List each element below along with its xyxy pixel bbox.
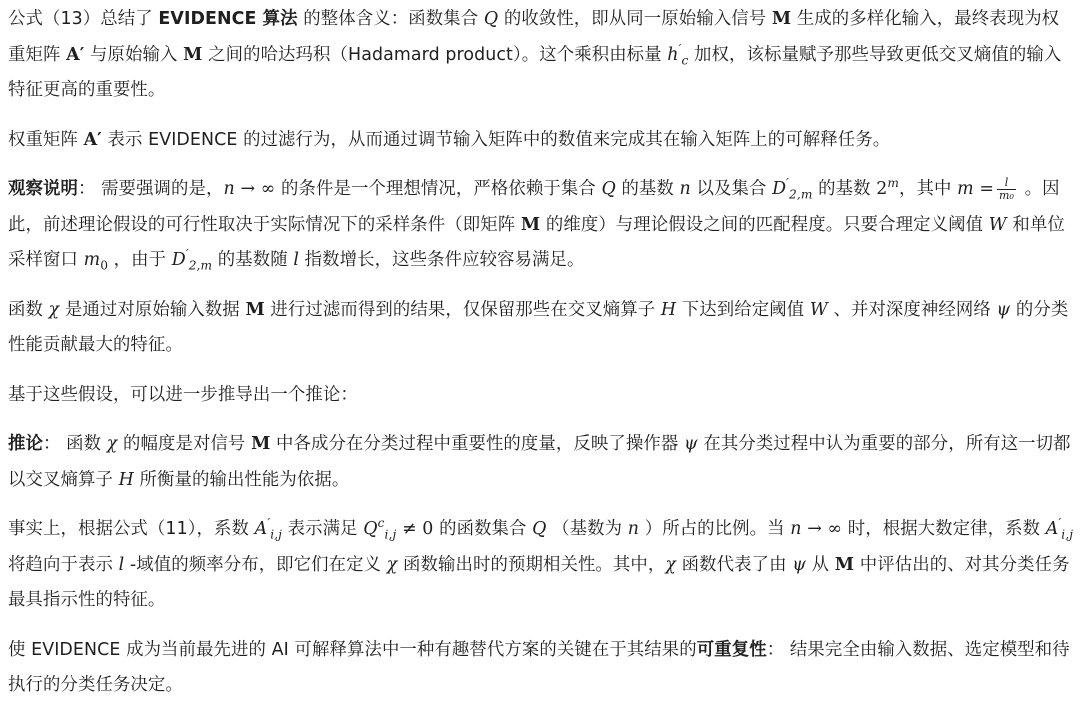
text: 的函数集合 (433, 519, 533, 539)
math-A-prime-ij: $A'_{i,j}$ (254, 516, 283, 542)
text: 的分类性能贡献最大的特征。 (8, 299, 1069, 355)
math-fraction-l-over-m0: $\frac{l}{\text{m₀}}$ (999, 175, 1015, 202)
text: 指数增长，这些条件应较容易满足。 (299, 250, 585, 270)
text: ： 需要强调的是， (77, 179, 224, 199)
math-M: M (245, 299, 265, 320)
text: 的基数 (812, 179, 877, 199)
paragraph-weight-matrix (8, 123, 1076, 159)
text: ，其中 (899, 179, 958, 199)
text: 表示满足 (282, 519, 364, 539)
text: 在其分类过程中认为重要的部分，所有这一切都以交叉熵算子 (8, 434, 1071, 490)
paragraph-observation (8, 172, 1076, 279)
text: 的整体含义：函数集合 (297, 9, 484, 29)
text: ）所占的比例。当 (639, 519, 791, 539)
text: 加权，该标量赋予那些导致更低交叉熵值的输入特征更高的重要性。 (8, 44, 1062, 100)
math-h-prime-c: $h'_c$ (667, 41, 689, 67)
math-m0: $m_0$ (83, 250, 109, 273)
text: 以及集合 (690, 179, 773, 199)
text: 函数输出时的预期相关性。其中， (397, 554, 666, 575)
text: （基数为 (546, 519, 628, 539)
math-M: M (834, 554, 855, 575)
math-D-prime: $D'_{2,m}$ (171, 247, 213, 273)
text: 中各成分在分类过程中重要性的度量，反映了操作器 (270, 434, 684, 454)
math-H: H (118, 469, 134, 490)
text: 生成的多样化输入，最终表现为权重矩阵 (8, 9, 1060, 65)
math-Q-c-ij: $Q^c_{i,j}$ (363, 516, 397, 542)
text: 的维度）与理论假设之间的匹配程度。只要合理定义阈值 (540, 214, 989, 235)
text: 函数代表了由 (676, 554, 793, 575)
math-M: M (520, 214, 541, 235)
text: 将趋向于表示 (8, 554, 119, 575)
observation-label: 观察说明 (8, 179, 78, 199)
math-n-to-infinity: n → ∞ (223, 179, 276, 199)
text: 基于这些假设，可以进一步推导出一个推论： (8, 384, 358, 405)
text: 表示 EVIDENCE 的过滤行为，从而通过调节输入矩阵中的数值来完成其在输入矩阵上的可解释任务。 (101, 129, 891, 150)
corollary-label: 推论 (8, 434, 43, 454)
text: 、并对深度神经网络 (827, 299, 997, 320)
math-l: l (118, 554, 125, 575)
math-chi: χ (106, 434, 118, 454)
text: ： 函数 (42, 434, 107, 454)
text: ，由于 (108, 250, 172, 270)
paragraph-chi-function (8, 293, 1076, 364)
text: 时，根据大数定律，系数 (842, 519, 1046, 539)
math-psi: ψ (683, 434, 698, 454)
text: 中评估出的、对其分类任务最具指示性的特征。 (8, 554, 1070, 610)
text: 权重矩阵 (8, 129, 84, 150)
paragraph-corollary (8, 427, 1076, 498)
text: 的收敛性，即从同一原始输入信号 (498, 9, 772, 29)
math-n: n (679, 179, 691, 199)
text: 公式（13）总结了 (8, 9, 159, 29)
text: 。因此，前述理论假设的可行性取决于实际情况下的采样条件（即矩阵 (8, 179, 1060, 235)
paragraph-reproducibility (8, 633, 1076, 704)
paragraph-assumptions (8, 378, 1076, 414)
text: -域值的频率分布，即它们在定义 (124, 554, 387, 575)
text: 函数 (8, 299, 49, 320)
math-psi: ψ (996, 299, 1011, 320)
paragraph-coefficients (8, 512, 1076, 619)
text: 的幅度是对信号 (117, 434, 252, 454)
math-not-equal-zero: ≠ 0 (396, 519, 434, 539)
math-M: M (251, 434, 271, 454)
math-W: W (809, 299, 828, 320)
math-l: l (293, 250, 300, 270)
text: 的基数随 (212, 250, 294, 270)
math-M: M (771, 9, 792, 29)
math-Q: Q (601, 179, 616, 199)
math-M: M (183, 44, 203, 65)
math-H: H (660, 299, 677, 320)
text: 与原始输入 (84, 44, 184, 65)
math-psi: ψ (792, 554, 806, 575)
math-n-to-infinity: n → ∞ (790, 519, 843, 539)
math-A-prime: A′ (66, 44, 85, 65)
reproducibility-term: 可重复性 (696, 639, 767, 660)
text: 下达到给定阈值 (676, 299, 810, 320)
math-Q: Q (483, 9, 499, 29)
math-n: n (627, 519, 640, 539)
text: 事实上，根据公式（11），系数 (8, 519, 255, 539)
math-chi: χ (48, 299, 60, 320)
math-Q: Q (532, 519, 547, 539)
text: 从 (806, 554, 835, 575)
text: 是通过对原始输入数据 (59, 299, 246, 320)
math-A-prime: A′ (83, 129, 102, 150)
math-m-equals: m = (957, 179, 994, 199)
algorithm-name: EVIDENCE 算法 (158, 9, 298, 29)
math-A-prime-ij: $A'_{i,j}$ (1045, 516, 1074, 542)
text: 所衡量的输出性能为依据。 (133, 469, 350, 490)
text: 的基数 (615, 179, 680, 199)
math-W: W (988, 214, 1007, 235)
text: 使 EVIDENCE 成为当前最先进的 AI 可解释算法中一种有趣替代方案的关键在于其结果的 (8, 639, 697, 660)
text: ： 结果完全由输入数据、选定模型和待执行的分类任务决定。 (8, 639, 1070, 695)
text: 进行过滤而得到的结果，仅保留那些在交叉熵算子 (264, 299, 661, 320)
math-two-power-m: 2$^m$ (876, 176, 899, 199)
text: 和单位采样窗口 (8, 214, 1065, 270)
paragraph-summary (8, 2, 1076, 109)
math-chi: χ (386, 554, 398, 575)
text: 之间的哈达玛积（Hadamard product）。这个乘积由标量 (202, 44, 668, 65)
text: 的条件是一个理想情况，严格依赖于集合 (275, 179, 602, 199)
math-chi: χ (665, 554, 677, 575)
math-D-prime: $D'_{2,m}$ (772, 176, 813, 202)
